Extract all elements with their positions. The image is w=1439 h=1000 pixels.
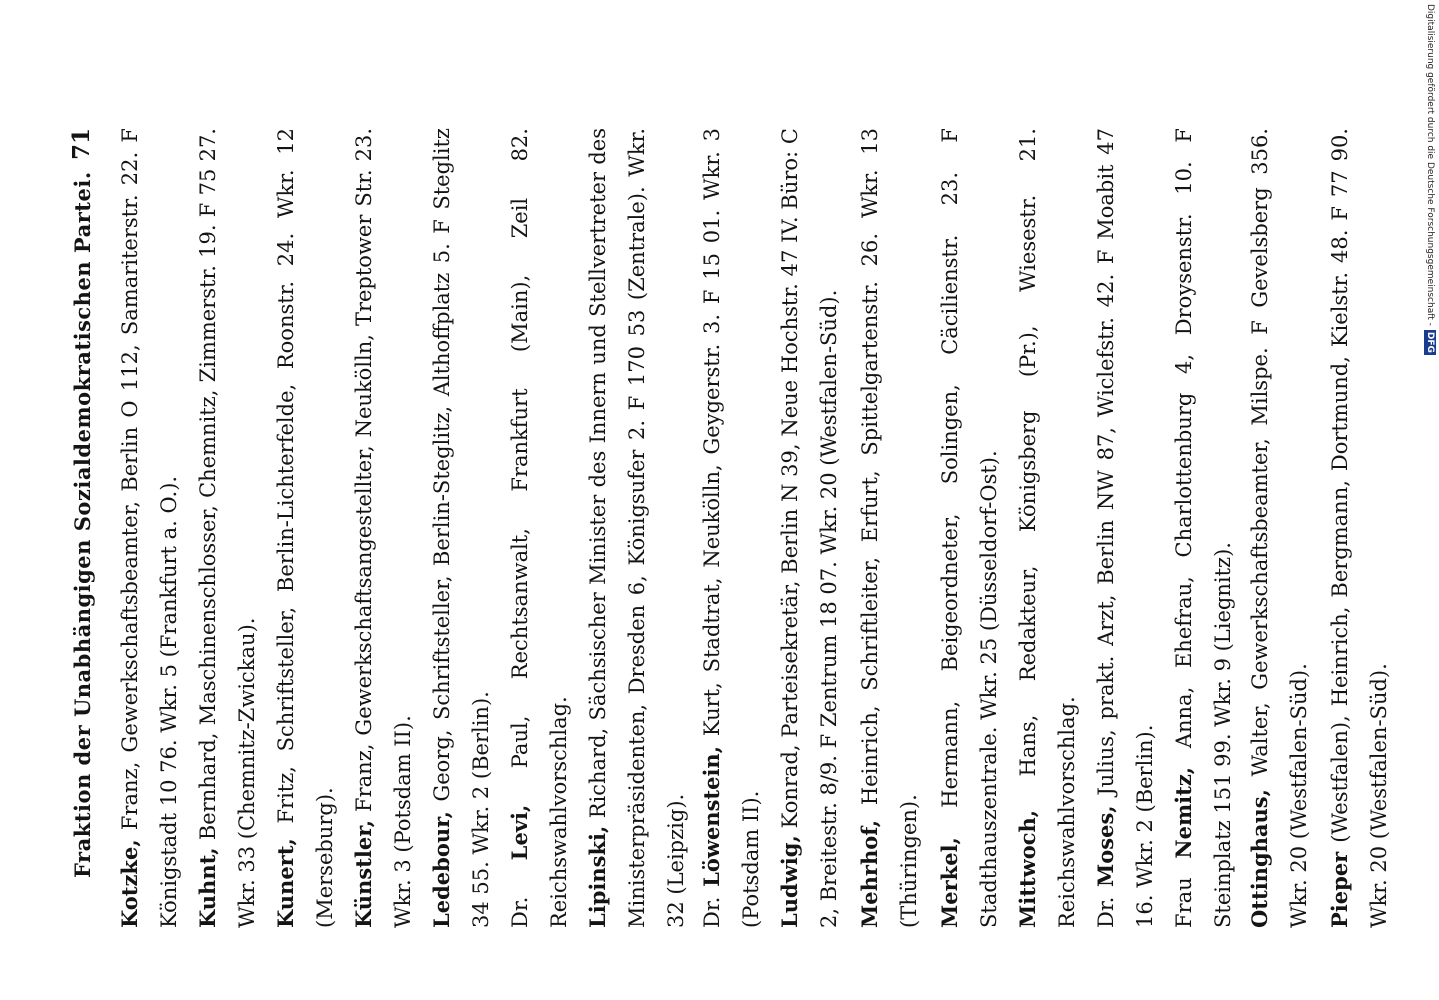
- entry-prefix: Dr.: [1094, 896, 1118, 928]
- entry-surname: Ottinghaus,: [1247, 789, 1272, 928]
- entry-surname: Löwenstein,: [699, 745, 724, 887]
- page-header: [60, 128, 106, 928]
- entry-details: Hermann, Beigeordneter, Solingen, Cäcilienstr. 23. F Stadthauszentrale. Wkr. 25 (Düsseldorf-Ost).: [938, 128, 1001, 928]
- member-entry: [266, 128, 345, 928]
- page-header-title: Fraktion der Unabhängigen Sozialdemokratischen Partei.: [70, 171, 95, 878]
- entry-details: Hans, Redakteur, Königsberg (Pr.), Wiesestr. 21. Reichswahlvorschlag.: [1016, 128, 1079, 928]
- member-entry: [692, 128, 771, 928]
- member-entry: [1240, 128, 1319, 928]
- member-entry: [930, 128, 1009, 928]
- entry-surname: Lipinski,: [585, 825, 610, 928]
- entry-surname: Mehrhof,: [857, 819, 882, 928]
- member-entry: [770, 128, 849, 928]
- entry-surname: Ledebour,: [429, 811, 454, 928]
- dfg-logo: DFG: [1425, 331, 1435, 353]
- entry-prefix: Dr.: [700, 896, 724, 928]
- member-entry: [578, 128, 696, 928]
- entry-surname: Moses,: [1093, 805, 1118, 887]
- entry-details: Franz, Gewerkschaftsangestellter, Neukölln, Treptower Str. 23. Wkr. 3 (Potsdam II).: [352, 128, 415, 928]
- member-entry: [500, 128, 579, 928]
- entry-surname: Kunert,: [273, 838, 298, 928]
- page-number: 71: [68, 128, 95, 161]
- member-entry: [344, 128, 423, 928]
- entry-details: Kurt, Stadtrat, Neukölln, Geygerstr. 3. F 15 01. Wkr. 3 (Potsdam II).: [700, 128, 763, 928]
- entry-details: Georg, Schriftsteller, Berlin-Steglitz, Althoffplatz 5. F Steglitz 34 55. Wkr. 2 (Berlin).: [430, 128, 493, 928]
- entry-details: Konrad, Parteisekretär, Berlin N 39, Neue Hochstr. 47 IV. Büro: C 2, Breitestr. 8/9. F Zentrum 18 07. Wkr. 20 (Westfalen-Süd).: [778, 128, 841, 928]
- member-entry: [850, 128, 929, 928]
- member-entry: [1320, 128, 1399, 928]
- entry-surname: Mittwoch,: [1015, 809, 1040, 928]
- entry-details: Heinrich, Schriftleiter, Erfurt, Spittelgartenstr. 26. Wkr. 13 (Thüringen).: [858, 128, 921, 928]
- entry-prefix: Frau: [1172, 877, 1196, 928]
- entry-details: Richard, Sächsischer Minister des Innern und Stellvertreter des Ministerpräsidenten, Dresden 6, Königsufer 2. F 170 53 (Zentrale). Wkr. 32 (Leipzig).: [586, 128, 688, 928]
- funding-note-text: Digitalisierung gefördert durch die Deutsche Forschungsgemeinschaft -: [1425, 4, 1435, 326]
- entry-surname: Kuhnt,: [195, 847, 220, 928]
- entry-details: Franz, Gewerkschaftsbeamter, Berlin O 112, Samariterstr. 22. F Königstadt 10 76. Wkr. 5 (Frankfurt a. O.).: [118, 128, 181, 928]
- entry-surname: Merkel,: [937, 837, 962, 928]
- member-entry: [1164, 128, 1243, 928]
- entry-prefix: Dr.: [508, 896, 532, 928]
- entry-details: (Westfalen), Heinrich, Bergmann, Dortmund, Kielstr. 48. F 77 90. Wkr. 20 (Westfalen-Süd).: [1328, 128, 1391, 928]
- entry-surname: Nemitz,: [1171, 766, 1196, 859]
- member-entry: [188, 128, 267, 928]
- entry-details: Walter, Gewerkschaftsbeamter, Milspe. F Gevelsberg 356. Wkr. 20 (Westfalen-Süd).: [1248, 128, 1311, 928]
- entry-surname: Kotzke,: [117, 839, 142, 928]
- entry-details: Bernhard, Maschinenschlosser, Chemnitz, Zimmerstr. 19. F 75 27. Wkr. 33 (Chemnitz-Zwickau).: [196, 128, 259, 928]
- member-entry: [110, 128, 189, 928]
- entry-surname: Ludwig,: [777, 835, 802, 928]
- entry-surname: Pieper: [1327, 851, 1352, 928]
- entry-surname: Levi,: [507, 804, 532, 861]
- entry-details: Julius, prakt. Arzt, Berlin NW 87, Wiclefstr. 42. F Moabit 47 16. Wkr. 2 (Berlin).: [1094, 128, 1157, 928]
- entry-details: Fritz, Schriftsteller, Berlin-Lichterfelde, Roonstr. 24. Wkr. 12 (Merseburg).: [274, 127, 337, 928]
- entry-details: Anna, Ehefrau, Charlottenburg 4, Droysenstr. 10. F Steinplatz 151 99. Wkr. 9 (Liegnitz).: [1172, 128, 1235, 928]
- dfg-funding-note: [1424, 4, 1436, 394]
- member-entry: [1008, 128, 1087, 928]
- member-entry: [422, 128, 501, 928]
- entry-details: Paul, Rechtsanwalt, Frankfurt (Main), Zeil 82. Reichswahlvorschlag.: [508, 128, 571, 928]
- member-entry: [1086, 128, 1165, 928]
- rotated-document-page: [60, 127, 1391, 928]
- entry-surname: Künstler,: [351, 819, 376, 928]
